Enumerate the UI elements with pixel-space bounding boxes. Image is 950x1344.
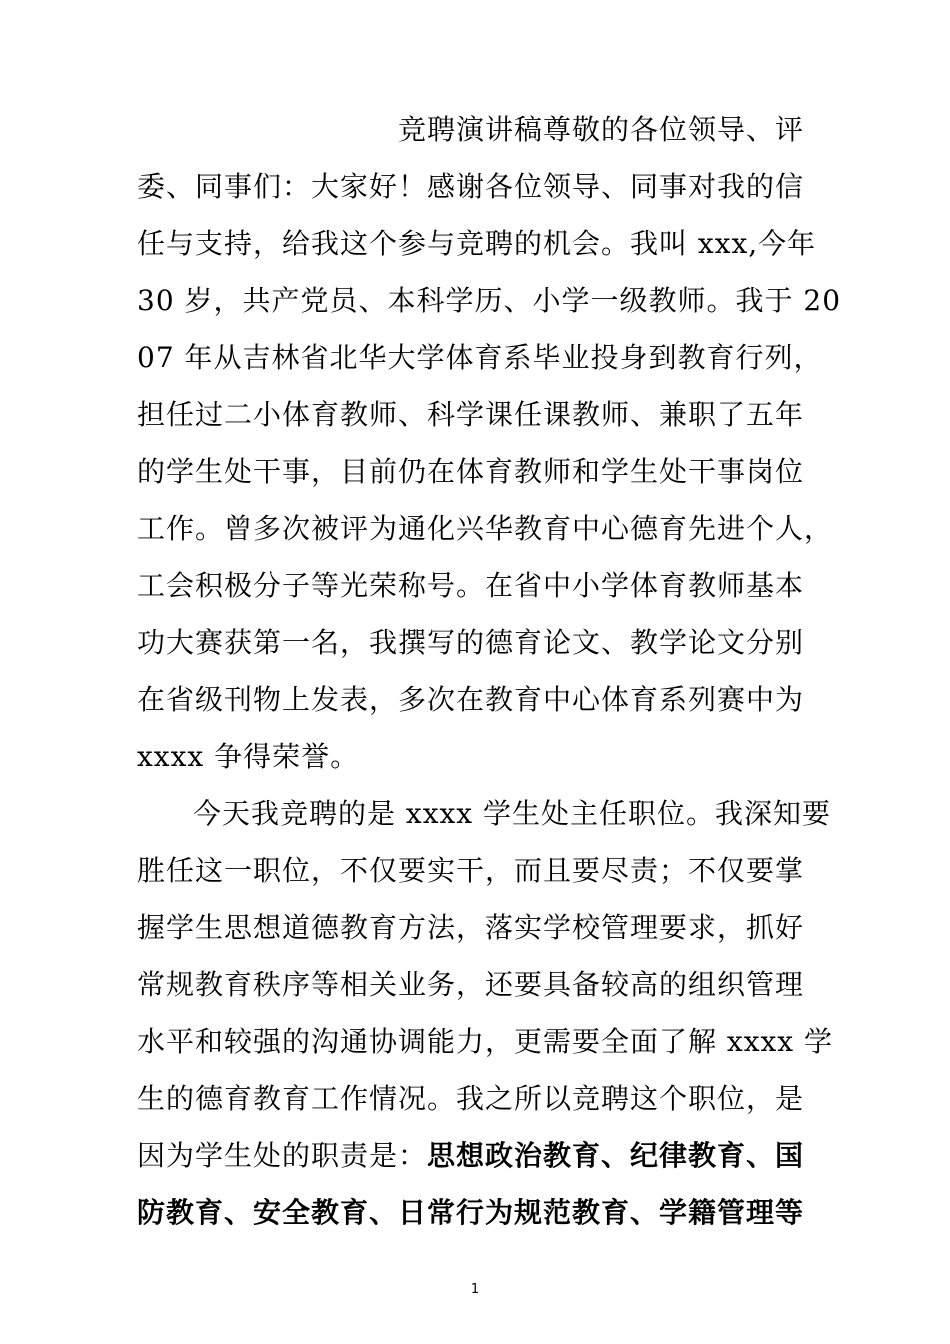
page-number: 1	[470, 1282, 480, 1297]
text-line: 功大赛获第一名，我撰写的德育论文、教学论文分别	[137, 626, 805, 659]
text-line	[137, 1138, 804, 1174]
text-line: xxxx 争得荣誉。	[137, 740, 360, 773]
text-line: 任与支持，给我这个参与竞聘的机会。我叫 xxx,今年	[137, 227, 817, 260]
text-line: 常规教育秩序等相关业务，还要具备较高的组织管理	[137, 968, 805, 1001]
text-line: 工会积极分子等光荣称号。在省中小学体育教师基本	[137, 569, 805, 602]
text-line: 30 岁，共产党员、本科学历、小学一级教师。我于 20	[137, 284, 842, 317]
text-line: 在省级刊物上发表，多次在教育中心体育系列赛中为	[137, 683, 805, 716]
text-line: 工作。曾多次被评为通化兴华教育中心德育先进个人，	[137, 512, 834, 545]
paragraph-first-line: 今天我竞聘的是 xxxx 学生处主任职位。我深知要	[193, 797, 831, 830]
text-normal: 因为学生处的职责是：	[137, 1139, 428, 1172]
text-line: 生的德育教育工作情况。我之所以竞聘这个职位，是	[137, 1082, 805, 1115]
text-line: 握学生思想道德教育方法，落实学校管理要求，抓好	[137, 911, 805, 944]
text-line: 委、同事们：大家好！感谢各位领导、同事对我的信	[137, 170, 805, 203]
text-line: 07 年从吉林省北华大学体育系毕业投身到教育行列，	[137, 341, 823, 374]
text-line-bold: 防教育、安全教育、日常行为规范教育、学籍管理等	[137, 1196, 805, 1229]
text-line: 竞聘演讲稿尊敬的各位领导、评	[398, 113, 805, 146]
text-line: 水平和较强的沟通协调能力，更需要全面了解 xxxx 学	[137, 1025, 833, 1058]
text-line: 担任过二小体育教师、科学课任课教师、兼职了五年	[137, 398, 805, 431]
text-bold: 思想政治教育、纪律教育、国	[427, 1139, 805, 1172]
text-line: 的学生处干事，目前仍在体育教师和学生处干事岗位	[137, 455, 805, 488]
text-line: 胜任这一职位，不仅要实干，而且要尽责；不仅要掌	[137, 854, 805, 887]
